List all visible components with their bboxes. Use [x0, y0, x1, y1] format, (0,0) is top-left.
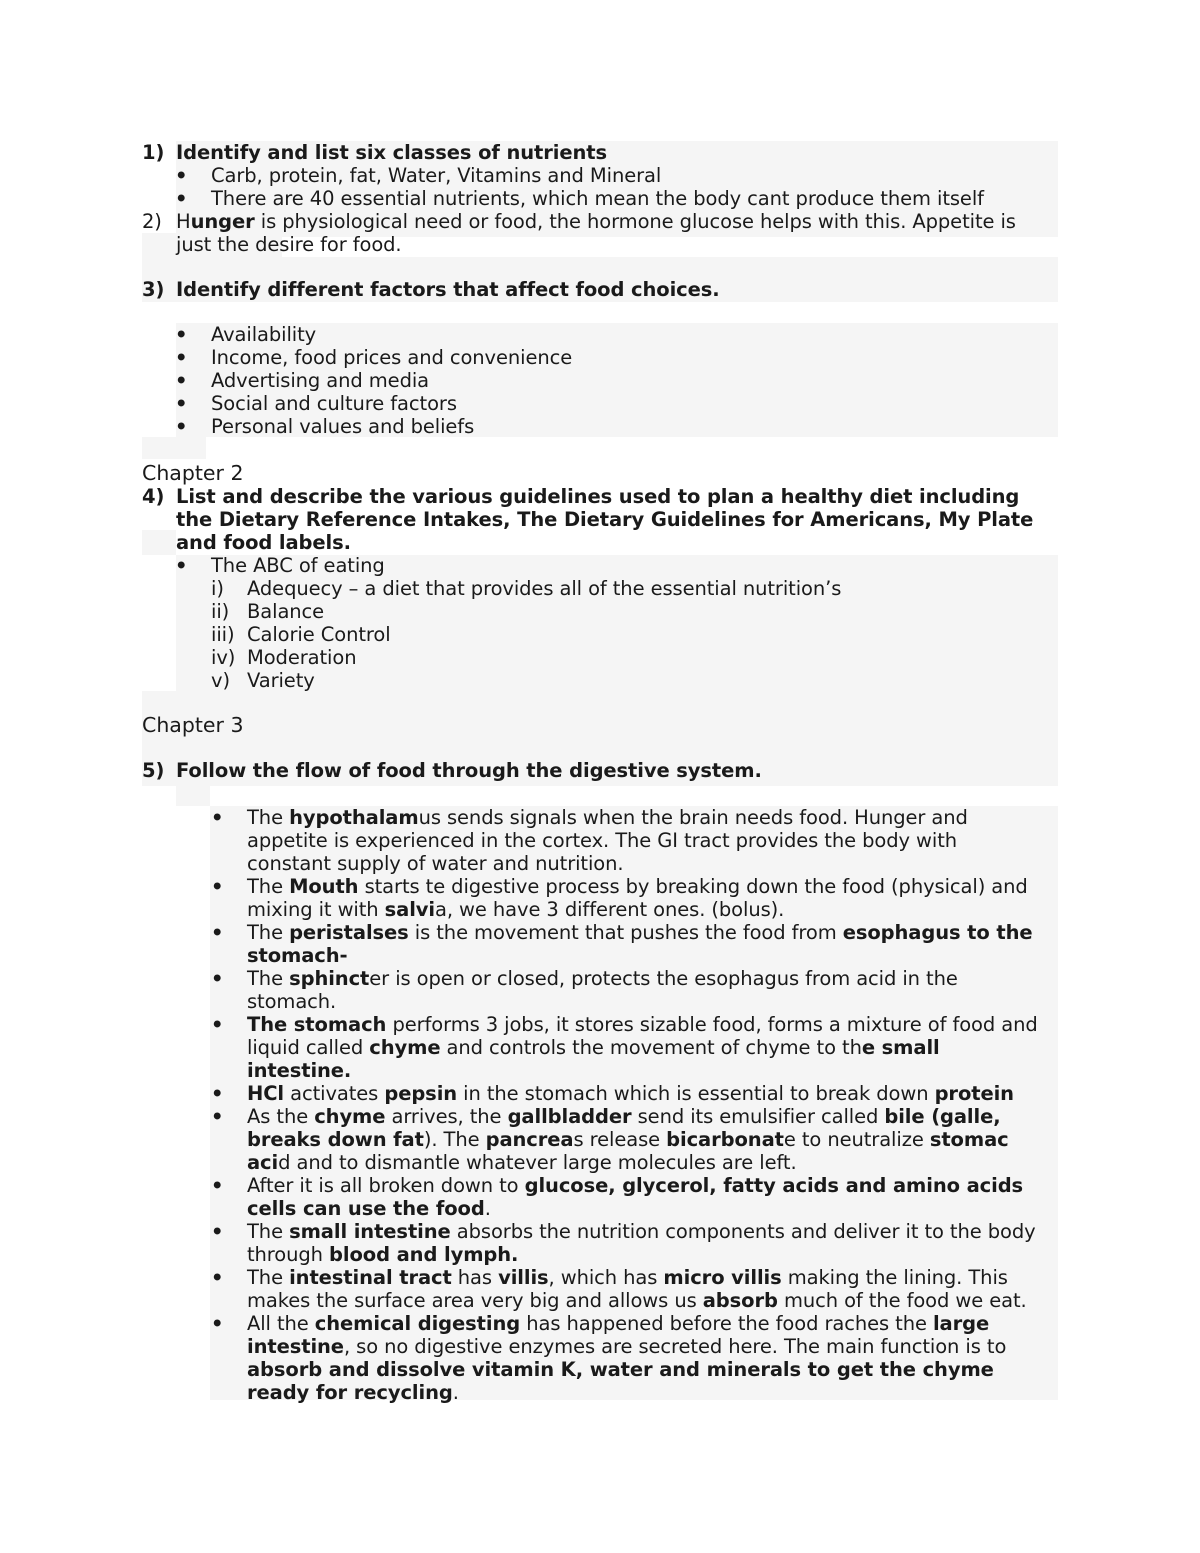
list-item — [247, 1013, 1038, 1036]
text-run-bold: HCl — [247, 1082, 285, 1105]
text-run: is physiological need or food, the hormone glucose helps with this. Appetite is — [254, 210, 1016, 233]
text-run: The — [247, 806, 290, 829]
text-run-bold: esophagus to the — [842, 921, 1033, 944]
text-run: After it is all broken down to — [247, 1174, 525, 1197]
question-title: the Dietary Reference Intakes, The Dietary Guidelines for Americans, My Plate — [176, 508, 1034, 531]
question-number: 1) — [142, 141, 165, 164]
text-run-bold: hypothalam — [289, 806, 419, 829]
list-item-continuation — [247, 990, 336, 1013]
list-item — [247, 875, 1028, 898]
text-run: in the stomach which is essential to break down — [457, 1082, 935, 1105]
list-item — [247, 1082, 1014, 1105]
text-run: makes the surface area very big and allows us — [247, 1289, 703, 1312]
list-item-continuation — [247, 1289, 1027, 1312]
text-run-bold: stomac — [929, 1128, 1009, 1151]
text-run: appetite is experienced in the cortex. The GI tract provides the body with — [247, 829, 958, 852]
sublist-number: v) — [211, 669, 230, 692]
list-item — [247, 1220, 1036, 1243]
text-run: much of the food we eat. — [777, 1289, 1027, 1312]
text-run-bold: peristalses — [289, 921, 409, 944]
text-run: The — [247, 1266, 290, 1289]
text-run: starts te digestive process by breaking down the food (physical) and — [358, 875, 1028, 898]
list-item-continuation — [247, 1151, 797, 1174]
sublist-item: Adequecy – a diet that provides all of the essential nutrition’s — [247, 577, 842, 600]
text-run-bold: ready for recycling — [247, 1381, 453, 1404]
text-run: and controls the movement of chyme to th — [440, 1036, 862, 1059]
text-run-bold: breaks down fat — [247, 1128, 424, 1151]
text-run: a, we have 3 different ones. (bolus). — [435, 898, 785, 921]
text-run: . — [484, 1197, 491, 1220]
text-run-bold: The stomach — [247, 1013, 387, 1036]
sublist-item: Calorie Control — [247, 623, 391, 646]
question-text — [176, 210, 1016, 233]
text-run-bold: protein — [934, 1082, 1014, 1105]
text-run-bold: small intestine — [289, 1220, 451, 1243]
chapter-heading: Chapter 2 — [142, 461, 244, 485]
sublist-number: iii) — [211, 623, 235, 646]
text-run: is the movement that pushes the food from — [408, 921, 843, 944]
text-run: making the lining. This — [781, 1266, 1008, 1289]
question-number: 5) — [142, 759, 165, 782]
highlight-block — [176, 786, 210, 806]
text-run-bold: stomach- — [247, 944, 348, 967]
list-item — [247, 1266, 1008, 1289]
highlight-block — [142, 530, 176, 555]
list-item-continuation — [247, 852, 623, 875]
list-item: • Availability — [211, 323, 316, 346]
list-item-continuation — [247, 1243, 518, 1266]
list-item: • Social and culture factors — [211, 392, 457, 415]
text-run-bold: bile (galle, — [884, 1105, 1001, 1128]
text-run-bold: chemical digesting — [314, 1312, 521, 1335]
text-run: s release — [573, 1128, 667, 1151]
text-run-bold: intestine. — [247, 1059, 352, 1082]
list-item-continuation — [247, 1335, 1006, 1358]
text-run: , so no digestive enzymes are secreted here. The main function is to — [343, 1335, 1007, 1358]
list-item-continuation — [247, 1036, 940, 1059]
question-title: and food labels. — [176, 531, 351, 554]
sublist-item: Moderation — [247, 646, 357, 669]
text-run: The — [247, 1220, 290, 1243]
sublist-number: i) — [211, 577, 224, 600]
sublist-item: Variety — [247, 669, 315, 692]
sublist-number: iv) — [211, 646, 236, 669]
list-item — [247, 967, 958, 990]
text-run-bold: intestinal tract — [289, 1266, 452, 1289]
question-number: 2) — [142, 210, 162, 233]
list-item: • Advertising and media — [211, 369, 429, 392]
text-run: The — [247, 921, 290, 944]
list-item — [247, 1312, 989, 1335]
text-run-bold: pancrea — [485, 1128, 574, 1151]
text-run-bold: e small — [861, 1036, 940, 1059]
text-run-bold: glucose, glycerol, fatty acids and amino acids — [524, 1174, 1024, 1197]
text-run: e to neutralize — [783, 1128, 930, 1151]
list-item-continuation — [247, 1059, 351, 1082]
question-number: 3) — [142, 278, 165, 301]
text-run: through — [247, 1243, 330, 1266]
list-item: • The ABC of eating — [211, 554, 385, 577]
list-item — [247, 806, 968, 829]
text-run-bold: micro villis — [663, 1266, 782, 1289]
text-run-bold: aci — [247, 1151, 279, 1174]
text-run: , which has — [548, 1266, 664, 1289]
list-item-continuation — [247, 1197, 491, 1220]
sublist-number: ii) — [211, 600, 230, 623]
text-run-bold: bicarbonat — [666, 1128, 784, 1151]
text-run-bold: absorb and dissolve vitamin K, water and minerals to get the chyme — [247, 1358, 994, 1381]
list-item-continuation — [247, 944, 348, 967]
list-item: • Income, food prices and convenience — [211, 346, 572, 369]
list-item: • There are 40 essential nutrients, which mean the body cant produce them itself — [211, 187, 984, 210]
text-run: constant supply of water and nutrition. — [247, 852, 624, 875]
text-run: us sends signals when the brain needs food. Hunger and — [418, 806, 968, 829]
list-item — [247, 1105, 1001, 1128]
list-item: • Carb, protein, fat, Water, Vitamins and Mineral — [211, 164, 661, 187]
text-run-bold: chyme — [369, 1036, 441, 1059]
text-run: The — [247, 967, 290, 990]
text-run: liquid called — [247, 1036, 370, 1059]
text-run-bold: chyme — [314, 1105, 386, 1128]
text-run-bold: sphinct — [289, 967, 370, 990]
text-run-bold: Mouth — [289, 875, 359, 898]
list-item-continuation — [247, 829, 957, 852]
list-item-continuation — [247, 1381, 459, 1404]
chapter-heading: Chapter 3 — [142, 713, 244, 737]
question-title: Follow the flow of food through the digestive system. — [176, 759, 762, 782]
text-run: d and to dismantle whatever large molecules are left. — [278, 1151, 797, 1174]
text-run: activates — [284, 1082, 385, 1105]
text-run-bold: gallbladder — [507, 1105, 632, 1128]
text-run-bold: cells can use the food — [247, 1197, 485, 1220]
list-item — [247, 921, 1033, 944]
text-run: . — [452, 1381, 459, 1404]
text-run: H — [176, 210, 191, 233]
text-run-bold: pepsin — [384, 1082, 458, 1105]
text-run: arrives, the — [385, 1105, 508, 1128]
text-run: ). The — [423, 1128, 486, 1151]
text-run: has — [451, 1266, 499, 1289]
text-run: has happened before the food raches the — [520, 1312, 933, 1335]
question-title: List and describe the various guidelines used to plan a healthy diet including — [176, 485, 1020, 508]
question-title: Identify and list six classes of nutrients — [176, 141, 607, 164]
text-run: performs 3 jobs, it stores sizable food, forms a mixture of food and — [386, 1013, 1038, 1036]
text-run-bold: absorb — [702, 1289, 778, 1312]
text-run: er is open or closed, protects the esophagus from acid in the — [369, 967, 958, 990]
text-run-bold: unger — [190, 210, 255, 233]
text-run: All the — [247, 1312, 315, 1335]
text-run: The — [247, 875, 290, 898]
text-run-bold: blood and lymph. — [329, 1243, 519, 1266]
list-item — [247, 1174, 1023, 1197]
question-text: just the desire for food. — [176, 233, 402, 256]
text-run-bold: intestine — [247, 1335, 344, 1358]
list-item-continuation — [247, 898, 784, 921]
text-run: absorbs the nutrition components and deliver it to the body — [450, 1220, 1036, 1243]
text-run: send its emulsifier called — [631, 1105, 885, 1128]
sublist-item: Balance — [247, 600, 325, 623]
text-run-bold: villis — [498, 1266, 549, 1289]
text-run: mixing it with — [247, 898, 385, 921]
list-item: • Personal values and beliefs — [211, 415, 474, 438]
question-number: 4) — [142, 485, 165, 508]
question-title: Identify different factors that affect food choices. — [176, 278, 720, 301]
highlight-block — [142, 437, 206, 459]
list-item-continuation — [247, 1128, 1009, 1151]
list-item-continuation — [247, 1358, 994, 1381]
text-run: As the — [247, 1105, 315, 1128]
text-run-bold: salvi — [384, 898, 435, 921]
text-run-bold: large — [932, 1312, 990, 1335]
text-run: stomach. — [247, 990, 337, 1013]
